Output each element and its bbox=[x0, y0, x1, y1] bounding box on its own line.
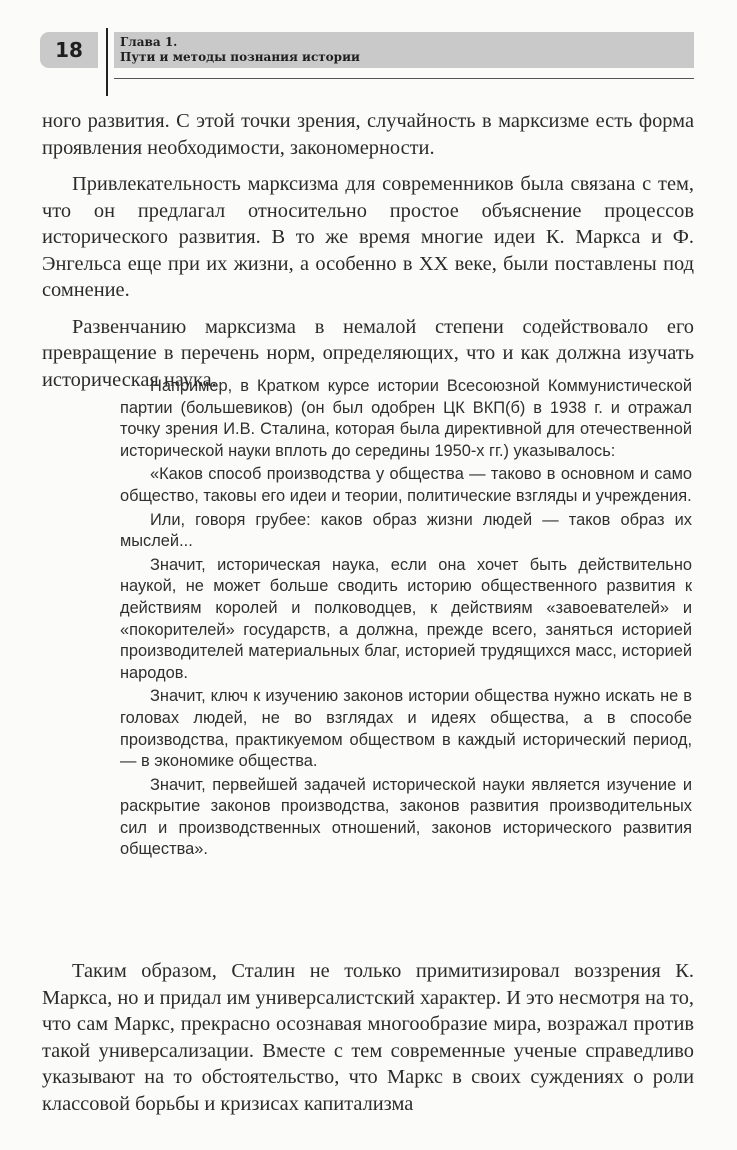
header-horizontal-rule bbox=[114, 78, 694, 79]
quotation-block bbox=[120, 376, 692, 863]
body-text-continued bbox=[42, 958, 694, 1117]
chapter-heading bbox=[114, 32, 694, 68]
paragraph: Развенчанию марксизма в немалой степени содействовало его превращение в перечень норм, определяющих, что и как должна изучать историческая наука. bbox=[42, 315, 694, 391]
body-text bbox=[42, 108, 694, 403]
page-header bbox=[40, 28, 694, 74]
chapter-label: Глава 1. bbox=[120, 35, 178, 49]
quote-paragraph: Или, говоря грубее: каков образ жизни людей — таков образ их мыслей... bbox=[120, 510, 692, 551]
header-vertical-rule bbox=[106, 28, 108, 96]
quote-paragraph: Значит, историческая наука, если она хочет быть действительно наукой, не может больше сводить историю общественного развития к действиям королей и полководцев, к действиям «завоевателей» и «покорителей» государств, а должна, прежде всего, заняться историей производителей материальных благ, историей трудящихся масс, историей народов. bbox=[120, 555, 692, 682]
quote-paragraph: Например, в Кратком курсе истории Всесоюзной Коммунистической партии (большевиков) (он был одобрен ЦК ВКП(б) в 1938 г. и отражал точку зрения И.В. Сталина, которая была директивной для отечественной исторической науки вплоть до середины 1950-х гг.) указывалось: bbox=[120, 377, 692, 460]
quote-paragraph: Значит, первейшей задачей исторической науки является изучение и раскрытие законов производства, законов развития производительных сил и производственных отношений, законов исторического развития общества». bbox=[120, 775, 692, 859]
paragraph: Привлекательность марксизма для современников была связана с тем, что он предлагал относительно простое объяснение процессов исторического развития. В то же время многие идеи К. Маркса и Ф. Энгельса еще при их жизни, а особенно в XX веке, были поставлены под сомнение. bbox=[42, 173, 694, 301]
chapter-title: Пути и методы познания истории bbox=[120, 50, 360, 64]
quote-paragraph: Значит, ключ к изучению законов истории общества нужно искать не в головах людей, не во взглядах и идеях общества, а в способе производства, практикуемом обществом в каждый исторический период, — в экономике общества. bbox=[120, 687, 692, 771]
quote-paragraph: «Каков способ производства у общества — таково в основном и само общество, таковы его идеи и теории, политические взгляды и учреждения. bbox=[120, 465, 692, 505]
paragraph: Таким образом, Сталин не только примитизировал воззрения К. Маркса, но и придал им универсалистский характер. И это несмотря на то, что сам Маркс, прекрасно осознавая многообразие мира, возражал против такой универсализации. Вместе с тем современные ученые справедливо указывают на то обстоятельство, что Маркс в своих суждениях о роли классовой борьбы и кризисах капитализма bbox=[42, 960, 694, 1115]
page-number: 18 bbox=[40, 32, 98, 68]
paragraph: ного развития. С этой точки зрения, случайность в марксизме есть форма проявления необходимости, закономерности. bbox=[42, 110, 694, 159]
